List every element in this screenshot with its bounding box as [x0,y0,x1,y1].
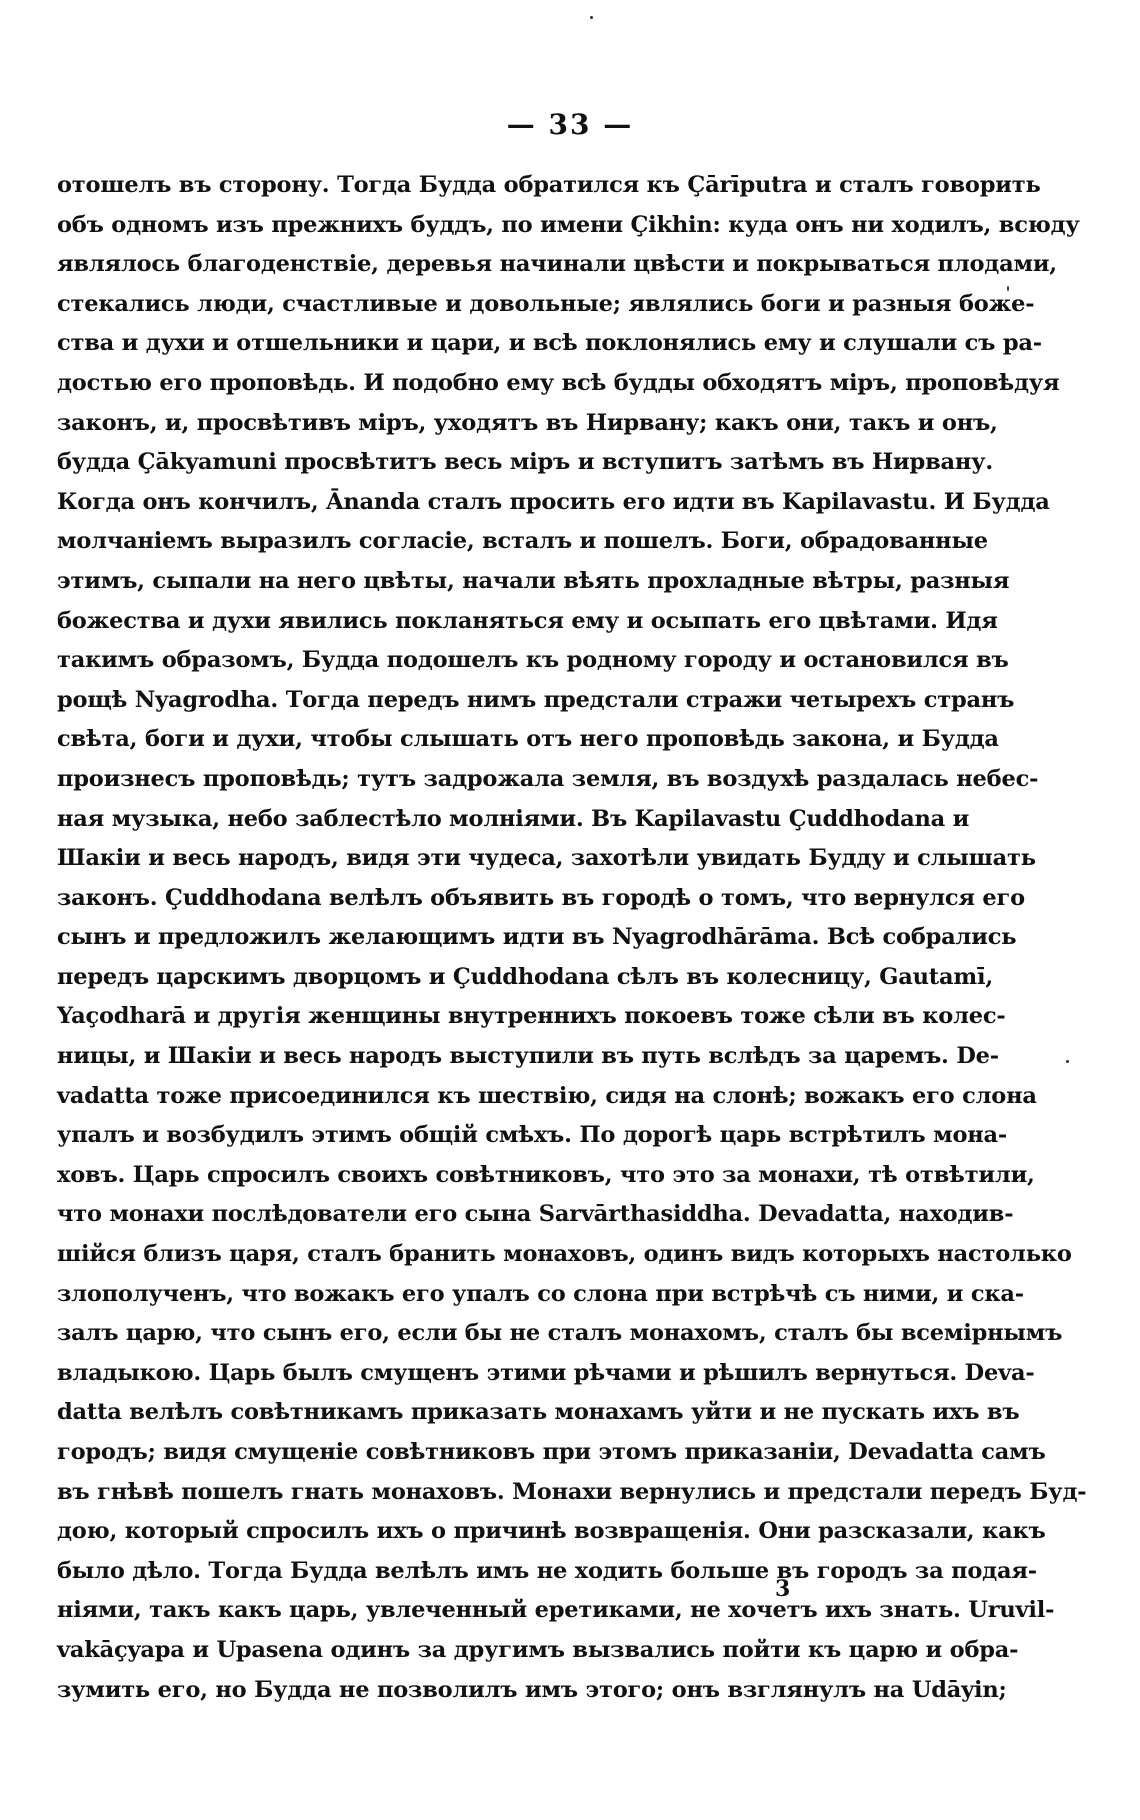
text-line: ницы, и Шакіи и весь народъ выступили въ путь вслѣдъ за царемъ. De- [57,1043,999,1070]
text-line: злополученъ, что вожакъ его упалъ со слона при встрѣчѣ съ ними, и ска- [57,1280,1024,1307]
text-line: передъ царскимъ дворцомъ и Çuddhodana сѣлъ въ колесницу, Gautamī, [57,963,993,990]
text-line: Когда онъ кончилъ, Ānanda сталъ просить его идти въ Kapilavastu. И Будда [57,488,1050,515]
text-line: ная музыка, небо заблестѣло молніями. Въ Kapilavastu Çuddhodana и [57,805,970,832]
text-line: достью его проповѣдь. И подобно ему всѣ будды обходятъ міръ, проповѣдуя [57,369,1060,396]
text-line: законъ, и, просвѣтивъ міръ, уходятъ въ Нирвану; какъ они, такъ и онъ, [57,409,998,436]
text-line: vakāçyapa и Upasena одинъ за другимъ вызвались пойти къ царю и обра- [57,1636,1019,1663]
text-line: молчаніемъ выразилъ согласіе, всталъ и пошелъ. Боги, обрадованные [57,528,988,555]
text-line: ства и духи и отшельники и цари, и всѣ поклонялись ему и слушали съ ра- [57,330,1042,357]
text-line: въ гнѣвѣ пошелъ гнать монаховъ. Монахи вернулись и предстали передъ Буд- [57,1478,1087,1505]
text-line: datta велѣлъ совѣтникамъ приказать монахамъ уйти и не пускать ихъ въ [57,1399,1020,1426]
text-line: шійся близъ царя, сталъ бранить монаховъ, одинъ видъ которыхъ настолько [57,1241,1072,1268]
text-line: владыкою. Царь былъ смущенъ этими рѣчами и рѣшилъ вернуться. Deva- [57,1359,1035,1386]
text-line: свѣта, боги и духи, чтобы слышать отъ него проповѣдь закона, и Будда [57,726,999,753]
text-line: произнесъ проповѣдь; тутъ задрожала земля, въ воздухѣ раздалась небес- [57,765,1039,792]
page-number: — 33 — [506,108,634,141]
text-line: объ одномъ изъ прежнихъ буддъ, по имени Çikhin: куда онъ ни ходилъ, всюду [57,211,1080,238]
text-line: дою, который спросилъ ихъ о причинѣ возвращенія. Они разсказали, какъ [57,1518,1046,1545]
text-line: законъ. Çuddhodana велѣлъ объявить въ городѣ о томъ, что вернулся его [57,884,1025,911]
text-line: этимъ, сыпали на него цвѣты, начали вѣять прохладные вѣтры, разныя [57,567,1010,594]
text-line: Шакіи и весь народъ, видя эти чудеса, захотѣли увидать Будду и слышать [57,845,1036,872]
scan-speck [590,16,593,19]
text-line: городъ; видя смущеніе совѣтниковъ при этомъ приказаніи, Devadatta самъ [57,1439,1046,1465]
text-line: божества и духи явились покланяться ему и осыпать его цвѣтами. Идя [57,607,998,634]
scan-speck [1066,1060,1069,1063]
scan-speck [1007,286,1009,291]
text-line: залъ царю, что сынъ его, если бы не сталъ монахомъ, сталъ бы всеміpнымъ [57,1320,1063,1347]
text-line: зумить его, но Будда не позволилъ имъ этого; онъ взглянулъ на Udāyin; [57,1676,1007,1703]
text-line: ніями, такъ какъ царь, увлеченный еретиками, не хочетъ ихъ знать. Uruvil- [57,1597,1055,1624]
text-line: упалъ и возбудилъ этимъ общій смѣхъ. По дорогѣ царь встрѣтилъ мона- [57,1122,1008,1149]
text-line: будда Çākyamuni просвѣтитъ весь міръ и вступитъ затѣмъ въ Нирвану. [57,449,993,476]
signature-mark: 3 [775,1576,791,1602]
text-line: стекались люди, счастливые и довольные; являлись боги и разныя боже- [57,290,1035,317]
text-line: рощѣ Nyagrodha. Тогда передъ нимъ предстали стражи четырехъ странъ [57,686,1015,713]
text-line: отошелъ въ сторону. Тогда Будда обратился къ Çārīputra и сталъ говорить [57,172,1041,198]
text-line: такимъ образомъ, Будда подошелъ къ родному городу и остановился въ [57,647,1009,674]
text-line: Yaçodharā и другія женщины внутреннихъ покоевъ тоже сѣли въ колес- [57,1003,1006,1030]
text-line: было дѣло. Тогда Будда велѣлъ имъ не ходить больше въ городъ за подая- [57,1557,1037,1584]
text-line: сынъ и предложилъ желающимъ идти въ Nyagrodhārāma. Всѣ собрались [57,924,1017,951]
text-line: vadatta тоже присоединился къ шествію, сидя на слонѣ; вожакъ его слона [57,1082,1037,1109]
text-line: являлось благоденствіе, деревья начинали цвѣсти и покрываться плодами, [57,251,1057,278]
text-line: ховъ. Царь спросилъ своихъ совѣтниковъ, что это за монахи, тѣ отвѣтили, [57,1161,1035,1188]
body-text [57,166,1087,1710]
text-line: что монахи послѣдователи его сына Sarvārthasiddha. Devadatta, находив- [57,1201,1014,1228]
